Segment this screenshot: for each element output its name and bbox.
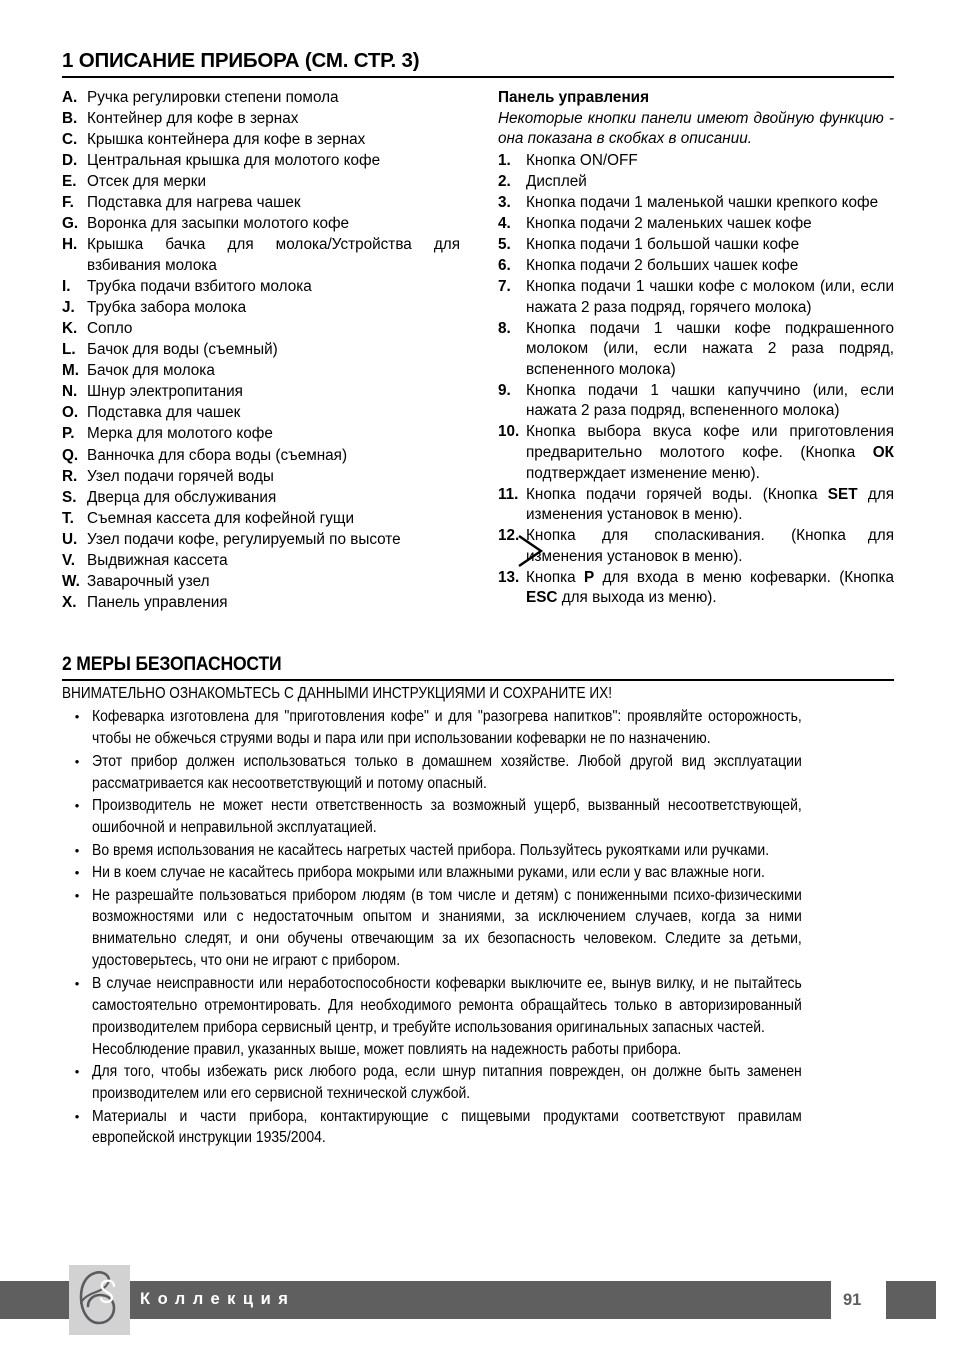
label-bold-keyword: SET <box>827 485 858 503</box>
panel-button-item <box>498 151 894 172</box>
label-part-b: подтверждает изменение меню). <box>526 464 760 482</box>
part-label: Крышка контейнера для кофе в зернах <box>87 131 366 149</box>
part-list-item <box>62 424 460 445</box>
part-list-item <box>62 446 460 467</box>
panel-button-item <box>498 381 894 422</box>
panel-button-number: 7. <box>498 278 511 296</box>
panel-button-label: Кнопка подачи 2 маленьких чашек кофе <box>526 214 812 232</box>
part-letter: I. <box>62 278 71 296</box>
safety-bullet-text <box>92 795 802 839</box>
part-label: Шнур электропитания <box>87 383 243 401</box>
bullet-icon: • <box>74 1108 80 1124</box>
part-letter: S. <box>62 488 77 506</box>
parts-list <box>62 88 460 614</box>
part-label: Мерка для молотого кофе <box>87 425 273 443</box>
part-list-item <box>62 130 460 151</box>
bullet-icon: • <box>74 975 80 991</box>
part-letter: J. <box>62 299 75 317</box>
part-letter: P. <box>62 425 75 443</box>
safety-paragraph-extra: Несоблюдение правил, указанных выше, может повлиять на надежность работы прибора. <box>92 1040 682 1058</box>
panel-button-item <box>498 422 894 484</box>
part-list-item <box>62 277 460 298</box>
page-content <box>62 50 894 1150</box>
panel-button-label <box>526 568 894 609</box>
part-list-item <box>62 172 460 193</box>
panel-button-item <box>498 277 894 318</box>
section-2-heading-wrap <box>62 654 894 681</box>
label-part-a: Кнопка <box>526 568 584 586</box>
label-bold-keyword: ОК <box>872 444 894 462</box>
part-label: Ручка регулировки степени помола <box>87 88 339 106</box>
part-label: Панель управления <box>87 593 228 611</box>
safety-bullet-item <box>62 885 894 973</box>
safety-lead-text: ВНИМАТЕЛЬНО ОЗНАКОМЬТЕСЬ С ДАННЫМИ ИНСТРУКЦИЯМИ И СОХРАНИТЕ ИХ! <box>62 684 612 702</box>
part-letter: N. <box>62 383 78 401</box>
section-1-heading: 1 ОПИСАНИЕ ПРИБОРА (СМ. СТР. 3) <box>62 50 894 78</box>
part-list-item <box>62 551 460 572</box>
panel-button-item <box>498 485 894 526</box>
panel-button-label: Кнопка подачи 1 большой чашки кофе <box>526 235 800 253</box>
part-letter: D. <box>62 152 78 170</box>
part-list-item <box>62 340 460 361</box>
panel-button-label: Кнопка подачи 1 чашки кофе с молоком (или, если нажата 2 раза подряд, горячего молока) <box>526 278 894 316</box>
part-list-item <box>62 509 460 530</box>
panel-button-label: Кнопка подачи 2 больших чашек кофе <box>526 256 799 274</box>
part-label: Крышка бачка для молока/Устройства для взбивания молока <box>87 236 460 274</box>
label-part-b: для изменения установок в меню). <box>526 485 894 524</box>
part-label: Узел подачи горячей воды <box>87 467 274 485</box>
part-list-item <box>62 572 460 593</box>
panel-button-item <box>498 526 894 567</box>
part-label: Воронка для засыпки молотого кофе <box>87 215 350 233</box>
part-list-item <box>62 151 460 172</box>
label-part-b: для входа в меню кофеварки. (Кнопка <box>594 568 894 586</box>
part-list-item <box>62 193 460 214</box>
label-bold-keyword: Р <box>583 568 595 586</box>
safety-bullet-text <box>92 1106 802 1150</box>
part-list-item <box>62 593 460 614</box>
safety-paragraph: Производитель не может нести ответственность за возможный ущерб, вызванный несоответствующей, ошибочной и неправильной эксплуатацией. <box>92 797 802 837</box>
panel-button-item <box>498 172 894 193</box>
part-letter: H. <box>62 236 78 254</box>
part-label: Бачок для молока <box>87 362 215 380</box>
bullet-icon: • <box>74 865 80 881</box>
safety-bullet-item <box>62 840 894 862</box>
panel-button-item <box>498 214 894 235</box>
part-letter: F. <box>62 194 74 212</box>
part-label: Заварочный узел <box>87 572 210 590</box>
part-label: Центральная крышка для молотого кофе <box>87 152 381 170</box>
part-list-item <box>62 530 460 551</box>
part-label: Контейнер для кофе в зернах <box>87 110 299 128</box>
safety-paragraph: Не разрешайте пользоваться прибором людям (в том числе и детям) с пониженными психо-физическими возможностями или с недостаточным опытом и знаниями, за исключением случаев, когда за ними внимательно следят, и они обучены отвечающим за их безопасность человеком. Следите за детьми, удостоверьтесь, что они не играют с прибором. <box>92 886 802 970</box>
control-panel-title: Панель управления <box>498 88 650 106</box>
control-panel-note: Некоторые кнопки панели имеют двойную функцию - она показана в скобках в описании. <box>498 109 894 148</box>
part-letter: A. <box>62 88 78 106</box>
safety-bullet-text <box>92 862 802 884</box>
safety-bullet-text <box>92 885 802 973</box>
panel-button-number: 9. <box>498 381 511 399</box>
bullet-icon: • <box>74 798 80 814</box>
label-part-b: для изменения установок в меню). <box>526 527 894 565</box>
safety-bullet-text <box>92 840 802 862</box>
part-list-item <box>62 403 460 424</box>
panel-button-number: 1. <box>498 151 511 169</box>
part-list-item <box>62 382 460 403</box>
panel-button-label: Кнопка подачи 1 маленькой чашки крепкого кофе <box>526 193 879 211</box>
panel-button-item <box>498 193 894 214</box>
part-letter: K. <box>62 320 78 338</box>
part-list-item <box>62 235 460 276</box>
safety-bullet-item <box>62 1106 894 1150</box>
part-label: Сопло <box>87 320 133 338</box>
bullet-icon: • <box>74 842 80 858</box>
part-letter: E. <box>62 173 77 191</box>
panel-button-number: 2. <box>498 172 511 190</box>
panel-button-label: Кнопка подачи 1 чашки кофе подкрашенного молоком (или, если нажата 2 раза подряд, вспененного молока) <box>526 319 894 378</box>
part-list-item <box>62 467 460 488</box>
safety-paragraph: В случае неисправности или неработоспособности кофеварки выключите ее, вынув вилку, и не пытайтесь самостоятельно отремонтировать. Для необходимого ремонта обращайтесь только в авторизированный производителем прибора сервисный центр, и требуйте использования оригинальных запасных частей. <box>92 974 802 1036</box>
part-letter: C. <box>62 131 78 149</box>
part-label: Съемная кассета для кофейной гущи <box>87 509 355 527</box>
label-part-c: для выхода из меню). <box>557 589 717 607</box>
section-1-columns <box>62 88 894 614</box>
panel-button-item <box>498 319 894 381</box>
part-letter: V. <box>62 551 76 569</box>
part-label: Трубка забора молока <box>87 299 247 317</box>
part-label: Подставка для чашек <box>87 404 241 422</box>
part-list-item <box>62 214 460 235</box>
panel-button-item <box>498 235 894 256</box>
control-panel-column <box>498 88 894 614</box>
label-part-a: Кнопка выбора вкуса кофе или приготовления предварительно молотого кофе. (Кнопка <box>526 423 894 462</box>
part-list-item <box>62 361 460 382</box>
brand-name: Коллекция <box>140 1290 296 1308</box>
safety-bullet-item <box>62 973 894 1061</box>
brand-logo-box <box>69 1265 130 1335</box>
panel-button-number: 11. <box>498 485 519 503</box>
section-2-safety <box>62 654 894 1149</box>
panel-button-number: 3. <box>498 193 511 211</box>
safety-paragraph: Этот прибор должен использоваться только в домашнем хозяйстве. Любой другой вид эксплуатации рассматривается как несоответствующий и потому опасный. <box>92 752 802 792</box>
part-label: Трубка подачи взбитого молока <box>87 278 312 296</box>
part-letter: X. <box>62 593 77 611</box>
part-letter: B. <box>62 110 78 128</box>
part-label: Выдвижная кассета <box>87 551 228 569</box>
part-label: Отсек для мерки <box>87 173 206 191</box>
part-letter: Q. <box>62 446 79 464</box>
es-monogram-icon <box>69 1265 130 1335</box>
part-label: Бачок для воды (съемный) <box>87 341 278 359</box>
panel-button-number: 5. <box>498 235 511 253</box>
safety-paragraph: Кофеварка изготовлена для "приготовления кофе" и для "разогрева напитков": проявляйте осторожность, чтобы не обжечься струями воды и пара или при использовании кофеварки не по назначению. <box>92 708 802 748</box>
part-letter: R. <box>62 467 78 485</box>
part-list-item <box>62 488 460 509</box>
part-label: Ванночка для сбора воды (съемная) <box>87 446 348 464</box>
part-list-item <box>62 319 460 340</box>
panel-button-label: Кнопка подачи 1 чашки капуччино (или, если нажата 2 раза подряд, вспененного молока) <box>526 381 894 420</box>
part-list-item <box>62 88 460 109</box>
panel-button-label <box>526 422 894 484</box>
bullet-icon: • <box>74 753 80 769</box>
part-letter: L. <box>62 341 76 359</box>
bullet-icon: • <box>74 709 80 725</box>
footer-bar-right-block <box>886 1281 936 1319</box>
part-letter: M. <box>62 362 79 380</box>
part-letter: O. <box>62 404 79 422</box>
section-2-heading: 2 МЕРЫ БЕЗОПАСНОСТИ <box>62 653 282 676</box>
parts-list-column <box>62 88 460 614</box>
part-label: Подставка для нагрева чашек <box>87 194 301 212</box>
panel-button-label: Кнопка ON/OFF <box>526 151 638 169</box>
panel-button-label <box>526 526 894 567</box>
safety-paragraph: Материалы и части прибора, контактирующие с пищевыми продуктами соответствуют правилам европейской инструкции 1935/2004. <box>92 1107 802 1147</box>
safety-bullet-text <box>92 1061 802 1105</box>
panel-button-number: 12. <box>498 527 520 545</box>
panel-button-number: 10. <box>498 423 520 441</box>
safety-bullet-text <box>92 706 802 750</box>
label-bold-keyword-2: ESC <box>526 589 558 607</box>
safety-bullet-item <box>62 1061 894 1105</box>
safety-bullet-item <box>62 862 894 884</box>
part-label: Дверца для обслуживания <box>87 488 277 506</box>
panel-button-number: 6. <box>498 256 511 274</box>
safety-paragraph: Для того, чтобы избежать риск любого рода, если шнур питапния поврежден, он должне быть заменен производителем или его сервисной технической службой. <box>92 1063 802 1103</box>
safety-bullet-item <box>62 751 894 795</box>
label-part-a: Кнопка подачи горячей воды. (Кнопка <box>526 485 828 503</box>
safety-paragraph: Ни в коем случае не касайтесь прибора мокрыми или влажными руками, или если у вас влажные ноги. <box>92 864 765 882</box>
panel-button-label <box>526 485 894 526</box>
panel-button-number: 4. <box>498 214 511 232</box>
part-letter: W. <box>62 572 80 590</box>
part-letter: G. <box>62 215 79 233</box>
panel-button-item <box>498 256 894 277</box>
safety-bullet-item <box>62 795 894 839</box>
panel-button-label: Дисплей <box>526 172 587 190</box>
safety-bullet-list <box>62 706 894 1149</box>
part-list-item <box>62 109 460 130</box>
page-number: 91 <box>843 1291 862 1309</box>
part-letter: U. <box>62 530 78 548</box>
part-list-item <box>62 298 460 319</box>
label-part-a: Кнопка для споласкивания. (Кнопка <box>526 527 846 545</box>
part-letter: T. <box>62 509 74 527</box>
bullet-icon: • <box>74 1064 80 1080</box>
page-footer <box>0 1281 954 1319</box>
control-panel-buttons-list <box>498 151 894 609</box>
safety-paragraph: Во время использования не касайтесь нагретых частей прибора. Пользуйтесь рукоятками или ручками. <box>92 841 770 859</box>
safety-bullet-text <box>92 751 802 795</box>
panel-button-number: 8. <box>498 319 511 337</box>
panel-button-number: 13. <box>498 568 520 586</box>
safety-bullet-item <box>62 706 894 750</box>
safety-bullet-text <box>92 973 802 1061</box>
bullet-icon: • <box>74 887 80 903</box>
column-gutter <box>460 88 498 614</box>
part-label: Узел подачи кофе, регулируемый по высоте <box>87 530 401 548</box>
panel-button-item <box>498 568 894 609</box>
